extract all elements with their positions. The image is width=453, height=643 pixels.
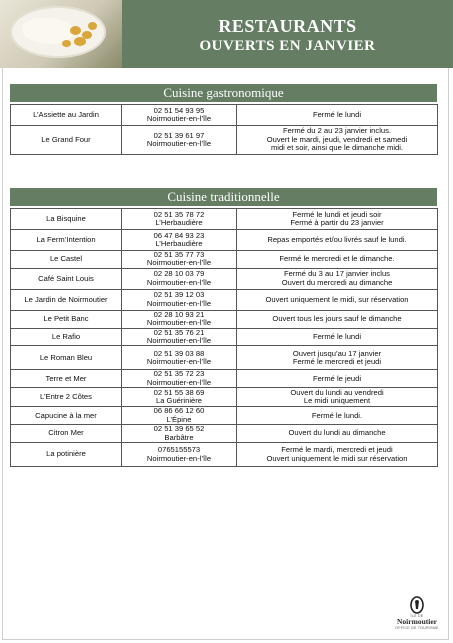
table-row bbox=[11, 251, 438, 269]
town: Noirmoutier-en-l’île bbox=[146, 453, 212, 463]
phone-number: 02 51 35 77 73 bbox=[153, 250, 205, 259]
town: Barbâtre bbox=[164, 432, 194, 442]
page-subtitle: OUVERTS EN JANVIER bbox=[199, 38, 376, 54]
opening-note-line: Ouvert du lundi au vendredi bbox=[290, 387, 384, 397]
logo-tagline: OFFICE DE TOURISME bbox=[395, 626, 439, 630]
contact-cell bbox=[122, 209, 237, 230]
opening-note-line: Ouvert uniquement le midi sur réservation bbox=[266, 453, 408, 463]
page-title: RESTAURANTS bbox=[218, 16, 357, 36]
opening-notes bbox=[237, 230, 438, 251]
table-row bbox=[11, 388, 438, 407]
phone-number: 02 51 39 65 52 bbox=[153, 424, 205, 434]
logo-prefix: ÎLE DE bbox=[410, 614, 424, 618]
opening-note-line: Fermé du 3 au 17 janvier inclus bbox=[284, 269, 390, 279]
table-traditionnelle bbox=[10, 208, 438, 467]
contact-cell bbox=[122, 268, 237, 289]
table-row bbox=[11, 268, 438, 289]
contact-cell bbox=[122, 126, 237, 155]
table-row bbox=[11, 105, 438, 126]
opening-notes bbox=[237, 370, 438, 388]
restaurant-name: L’Entre 2 Côtes bbox=[11, 388, 122, 407]
phone-number: 02 28 10 93 21 bbox=[153, 309, 205, 319]
table-row bbox=[11, 328, 438, 346]
opening-notes bbox=[237, 268, 438, 289]
logo-name: Noirmoutier bbox=[397, 617, 437, 626]
opening-note-line: Repas emportés et/ou livrés sauf le lundi. bbox=[267, 234, 407, 244]
opening-note-line: Fermé le mercredi et le dimanche. bbox=[279, 254, 395, 264]
phone-number: 02 51 35 72 23 bbox=[153, 369, 205, 379]
phone-number: 02 28 10 03 79 bbox=[153, 269, 205, 279]
town: La Guérinière bbox=[155, 396, 202, 406]
contact-cell bbox=[122, 289, 237, 310]
phone-number: 06 86 66 12 60 bbox=[153, 406, 205, 416]
contact-cell bbox=[122, 425, 237, 443]
opening-notes bbox=[237, 346, 438, 370]
opening-note-line: Fermé le mercredi et jeudi bbox=[292, 356, 382, 366]
opening-note-line: Ouvert tous les jours sauf le dimanche bbox=[272, 314, 402, 324]
restaurant-name: Le Rafio bbox=[11, 328, 122, 346]
phone-number: 02 51 35 78 72 bbox=[153, 209, 205, 219]
restaurant-name: La Ferm’Intention bbox=[11, 230, 122, 251]
contact-cell bbox=[122, 388, 237, 407]
potato-image bbox=[74, 37, 86, 46]
opening-notes bbox=[237, 310, 438, 328]
opening-notes bbox=[237, 407, 438, 425]
opening-note-line: Fermé le lundi bbox=[312, 331, 362, 341]
opening-note-line: Ouvert le mardi, jeudi, vendredi et samedi bbox=[266, 134, 408, 144]
opening-note-line: Ouvert du mercredi au dimanche bbox=[281, 277, 393, 287]
restaurant-name: Terre et Mer bbox=[11, 370, 122, 388]
table-gastronomique bbox=[10, 104, 438, 155]
town: Noirmoutier-en-l’île bbox=[146, 114, 212, 123]
table-row bbox=[11, 310, 438, 328]
restaurant-name: Le Castel bbox=[11, 251, 122, 269]
header-banner bbox=[0, 0, 453, 68]
opening-notes bbox=[237, 209, 438, 230]
opening-notes bbox=[237, 126, 438, 155]
opening-note-line: Fermé du 2 au 23 janvier inclus. bbox=[282, 126, 392, 136]
opening-note-line: Fermé le jeudi bbox=[312, 373, 362, 383]
opening-note-line: midi et soir, ainsi que le dimanche midi. bbox=[270, 143, 404, 153]
restaurant-name: L’Assiette au Jardin bbox=[11, 105, 122, 126]
restaurant-name: Le Grand Four bbox=[11, 126, 122, 155]
phone-number: 02 51 39 12 03 bbox=[153, 290, 205, 300]
contact-cell bbox=[122, 230, 237, 251]
opening-note-line: Fermé le lundi. bbox=[311, 410, 363, 420]
town: Noirmoutier-en-l’île bbox=[146, 258, 212, 268]
town: Noirmoutier-en-l’île bbox=[146, 336, 212, 346]
town: L’Herbaudière bbox=[155, 218, 203, 227]
table-row bbox=[11, 230, 438, 251]
restaurant-name: La Bisquine bbox=[11, 209, 122, 230]
opening-note-line: Ouvert jusqu’au 17 janvier bbox=[292, 348, 382, 358]
restaurant-name: Le Petit Banc bbox=[11, 310, 122, 328]
phone-number: 02 51 55 38 69 bbox=[153, 387, 205, 397]
opening-notes bbox=[237, 105, 438, 126]
restaurant-name: Café Saint Louis bbox=[11, 268, 122, 289]
contact-cell bbox=[122, 370, 237, 388]
opening-notes bbox=[237, 388, 438, 407]
contact-cell bbox=[122, 251, 237, 269]
opening-notes bbox=[237, 328, 438, 346]
section-title-traditionnelle: Cuisine traditionnelle bbox=[10, 188, 437, 206]
restaurant-name: Le Roman Bleu bbox=[11, 346, 122, 370]
opening-note-line: Le midi uniquement bbox=[303, 396, 371, 406]
opening-note-line: Fermé le lundi bbox=[312, 109, 362, 119]
opening-notes bbox=[237, 251, 438, 269]
table-row bbox=[11, 425, 438, 443]
island-seal-icon bbox=[408, 596, 426, 614]
restaurant-name: Le Jardin de Noirmoutier bbox=[11, 289, 122, 310]
contact-cell bbox=[122, 443, 237, 467]
potato-image bbox=[88, 22, 97, 30]
table-row bbox=[11, 209, 438, 230]
town: Noirmoutier-en-l’île bbox=[146, 377, 212, 387]
town: Noirmoutier-en-l’île bbox=[146, 277, 212, 287]
table-row bbox=[11, 443, 438, 467]
potato-image bbox=[62, 40, 71, 47]
opening-notes bbox=[237, 289, 438, 310]
phone-number: 02 51 35 76 21 bbox=[153, 327, 205, 337]
phone-number: 0765155573 bbox=[157, 445, 201, 455]
phone-number: 06 47 84 93 23 bbox=[153, 230, 205, 240]
dish-photo bbox=[0, 0, 122, 68]
town: Noirmoutier-en-l’île bbox=[146, 356, 212, 366]
town: L’Herbaudière bbox=[155, 239, 203, 248]
table-row bbox=[11, 126, 438, 155]
opening-note-line: Fermé le lundi et jeudi soir bbox=[292, 209, 382, 219]
table-row bbox=[11, 370, 438, 388]
restaurant-name: La potinière bbox=[11, 443, 122, 467]
phone-number: 02 51 39 03 88 bbox=[153, 348, 205, 358]
phone-number: 02 51 39 61 97 bbox=[153, 130, 205, 140]
opening-notes bbox=[237, 443, 438, 467]
restaurant-name: Capucine à la mer bbox=[11, 407, 122, 425]
town: L’Épine bbox=[166, 414, 192, 424]
contact-cell bbox=[122, 346, 237, 370]
phone-number: 02 51 54 93 95 bbox=[153, 105, 205, 115]
opening-notes bbox=[237, 425, 438, 443]
contact-cell bbox=[122, 407, 237, 425]
town: Noirmoutier-en-l’île bbox=[146, 318, 212, 328]
contact-cell bbox=[122, 328, 237, 346]
opening-note-line: Fermé le mardi, mercredi et jeudi bbox=[281, 445, 393, 455]
opening-note-line: Ouvert du lundi au dimanche bbox=[288, 428, 386, 438]
potato-image bbox=[70, 26, 81, 35]
table-row bbox=[11, 407, 438, 425]
section-title-gastronomique: Cuisine gastronomique bbox=[10, 84, 437, 102]
restaurant-name: Citron Mer bbox=[11, 425, 122, 443]
opening-note-line: Ouvert uniquement le midi, sur réservation bbox=[265, 294, 409, 304]
town: Noirmoutier-en-l’île bbox=[146, 139, 212, 148]
tourism-office-logo bbox=[392, 596, 442, 636]
table-row bbox=[11, 346, 438, 370]
contact-cell bbox=[122, 105, 237, 126]
contact-cell bbox=[122, 310, 237, 328]
table-row bbox=[11, 289, 438, 310]
opening-note-line: Fermé à partir du 23 janvier bbox=[290, 218, 384, 227]
town: Noirmoutier-en-l’île bbox=[146, 298, 212, 308]
